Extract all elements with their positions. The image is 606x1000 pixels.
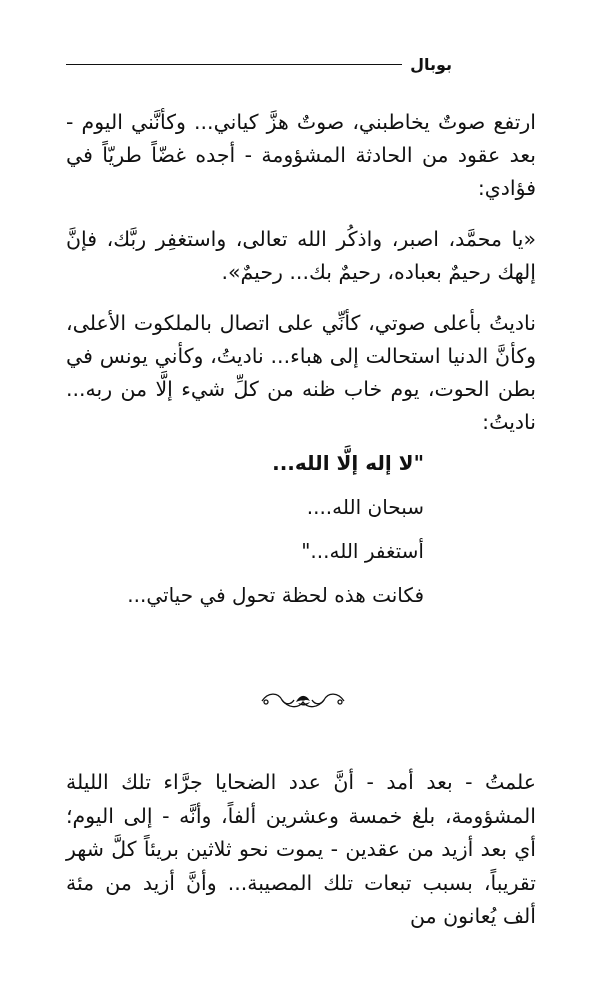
paragraph-2-quote: «يا محمَّد، اصبر، واذكُر الله تعالى، واستغفِر ربَّك، فإنَّ إلهك رحيمٌ بعباده، رحيمٌ بك... رحيمٌ». bbox=[66, 227, 536, 284]
floral-divider-icon bbox=[258, 688, 348, 714]
page-body bbox=[66, 106, 536, 612]
paragraph-3: ناديتُ بأعلى صوتي، كأنِّي على اتصال بالملكوت الأعلى، وكأنَّ الدنيا استحالت إلى هباء... ناديتُ، وكأني يونس في بطن الحوت، يوم خاب ظنه من كلِّ شيء إلَّا من ربه... ناديتُ: bbox=[66, 311, 536, 434]
paragraph-1: ارتفع صوتٌ يخاطبني، صوتٌ هزَّ كياني... وكأنَّني اليوم - بعد عقود من الحادثة المشؤومة - أجده غضّاً طريّاً في فؤادي: bbox=[66, 110, 536, 200]
paragraph-5: علمتُ - بعد أمد - أنَّ عدد الضحايا جرَّاء تلك الليلة المشؤومة، بلغ خمسة وعشرين ألفاً، وأنَّه - إلى اليوم؛ أي بعد أزيد من عقدين - يموت نحو ثلاثين بريئاً كلَّ شهر تقريباً، بسبب تبعات تلك المصيبة... وأنَّ أزيد من مئة ألف يُعانون من bbox=[66, 770, 536, 928]
running-header bbox=[66, 54, 452, 74]
invocation-line-1: "لا إله إلَّا الله... bbox=[272, 451, 424, 475]
invocation-line-3: أستغفر الله..." bbox=[301, 539, 424, 563]
header-rule bbox=[66, 64, 402, 65]
invocation-list bbox=[66, 447, 536, 567]
header-title: بوبال bbox=[410, 54, 452, 74]
invocation-line-2: سبحان الله.... bbox=[306, 495, 424, 519]
paragraph-4: فكانت هذه لحظة تحول في حياتي... bbox=[127, 583, 424, 607]
